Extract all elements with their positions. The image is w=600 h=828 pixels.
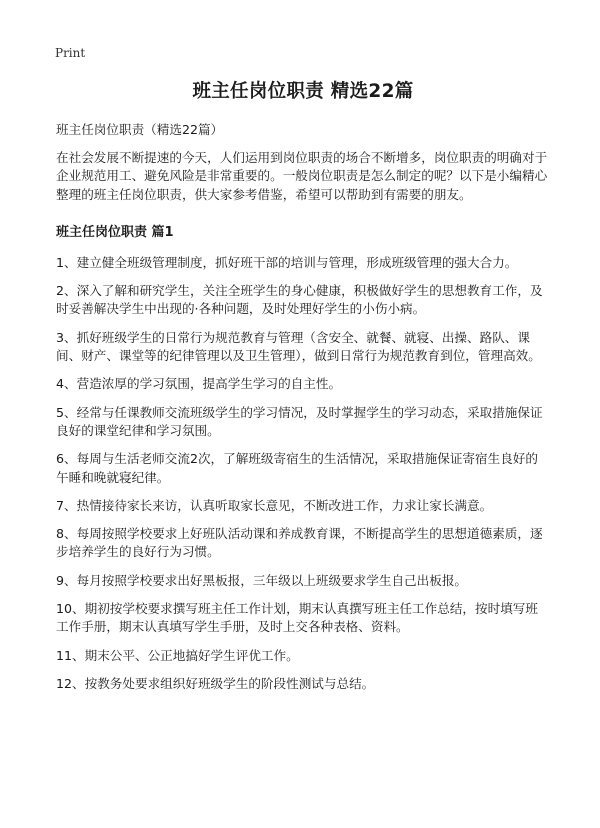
print-link[interactable]: Print [55,46,86,60]
list-item: 4、营造浓厚的学习氛围，提高学生学习的自主性。 [56,376,342,392]
list-item: 12、按教务处要求组织好班级学生的阶段性测试与总结。 [56,675,375,691]
list-item: 8、每周按照学校要求上好班队活动课和养成教育课，不断提高学生的思想道德素质，逐步培养学生的良好行为习惯。 [56,526,543,560]
intro-paragraph: 在社会发展不断提速的今天，人们运用到岗位职责的场合不断增多，岗位职责的明确对于企业规范用工、避免风险是非常重要的。一般岗位职责是怎么制定的呢？以下是小编精心整理的班主任岗位职责，供大家参考借鉴，希望可以帮助到有需要的朋友。 [56,150,548,202]
list-item: 2、深入了解和研究学生，关注全班学生的身心健康，积极做好学生的思想教育工作，及时妥善解决学生中出现的·各种问题，及时处理好学生的小伤小病。 [56,283,543,317]
list-item: 9、每月按照学校要求出好黑板报，三年级以上班级要求学生自己出板报。 [56,572,468,588]
list-item: 7、热情接待家长来访，认真听取家长意见，不断改进工作，力求让家长满意。 [56,497,493,513]
list-item: 1、建立健全班级管理制度，抓好班干部的培训与管理，形成班级管理的强大合力。 [56,254,518,270]
page-title: 班主任岗位职责 精选22篇 [192,81,414,102]
list-item: 10、期初按学校要求撰写班主任工作计划，期末认真撰写班主任工作总结，按时填写班工作手册，期末认真填写学生手册，及时上交各种表格、资料。 [56,601,538,635]
subtitle: 班主任岗位职责（精选22篇） [56,122,224,137]
list-item: 3、抓好班级学生的日常行为规范教育与管理（含安全、就餐、就寝、出操、路队、课间、财产、课堂等的纪律管理以及卫生管理），做到日常行为规范教育到位，管理高效。 [56,329,541,364]
section-heading: 班主任岗位职责 篇1 [56,224,174,240]
duty-list [56,254,550,693]
list-item: 5、经常与任课教师交流班级学生的学习情况，及时掌握学生的学习动态，采取措施保证良好的课堂纪律和学习氛围。 [56,404,543,438]
list-item: 11、期末公平、公正地搞好学生评优工作。 [56,647,299,663]
list-item: 6、每周与生活老师交流2次，了解班级寄宿生的生活情况，采取措施保证寄宿生良好的午睡和晚就寝纪律。 [56,451,538,485]
document-body [56,80,550,693]
